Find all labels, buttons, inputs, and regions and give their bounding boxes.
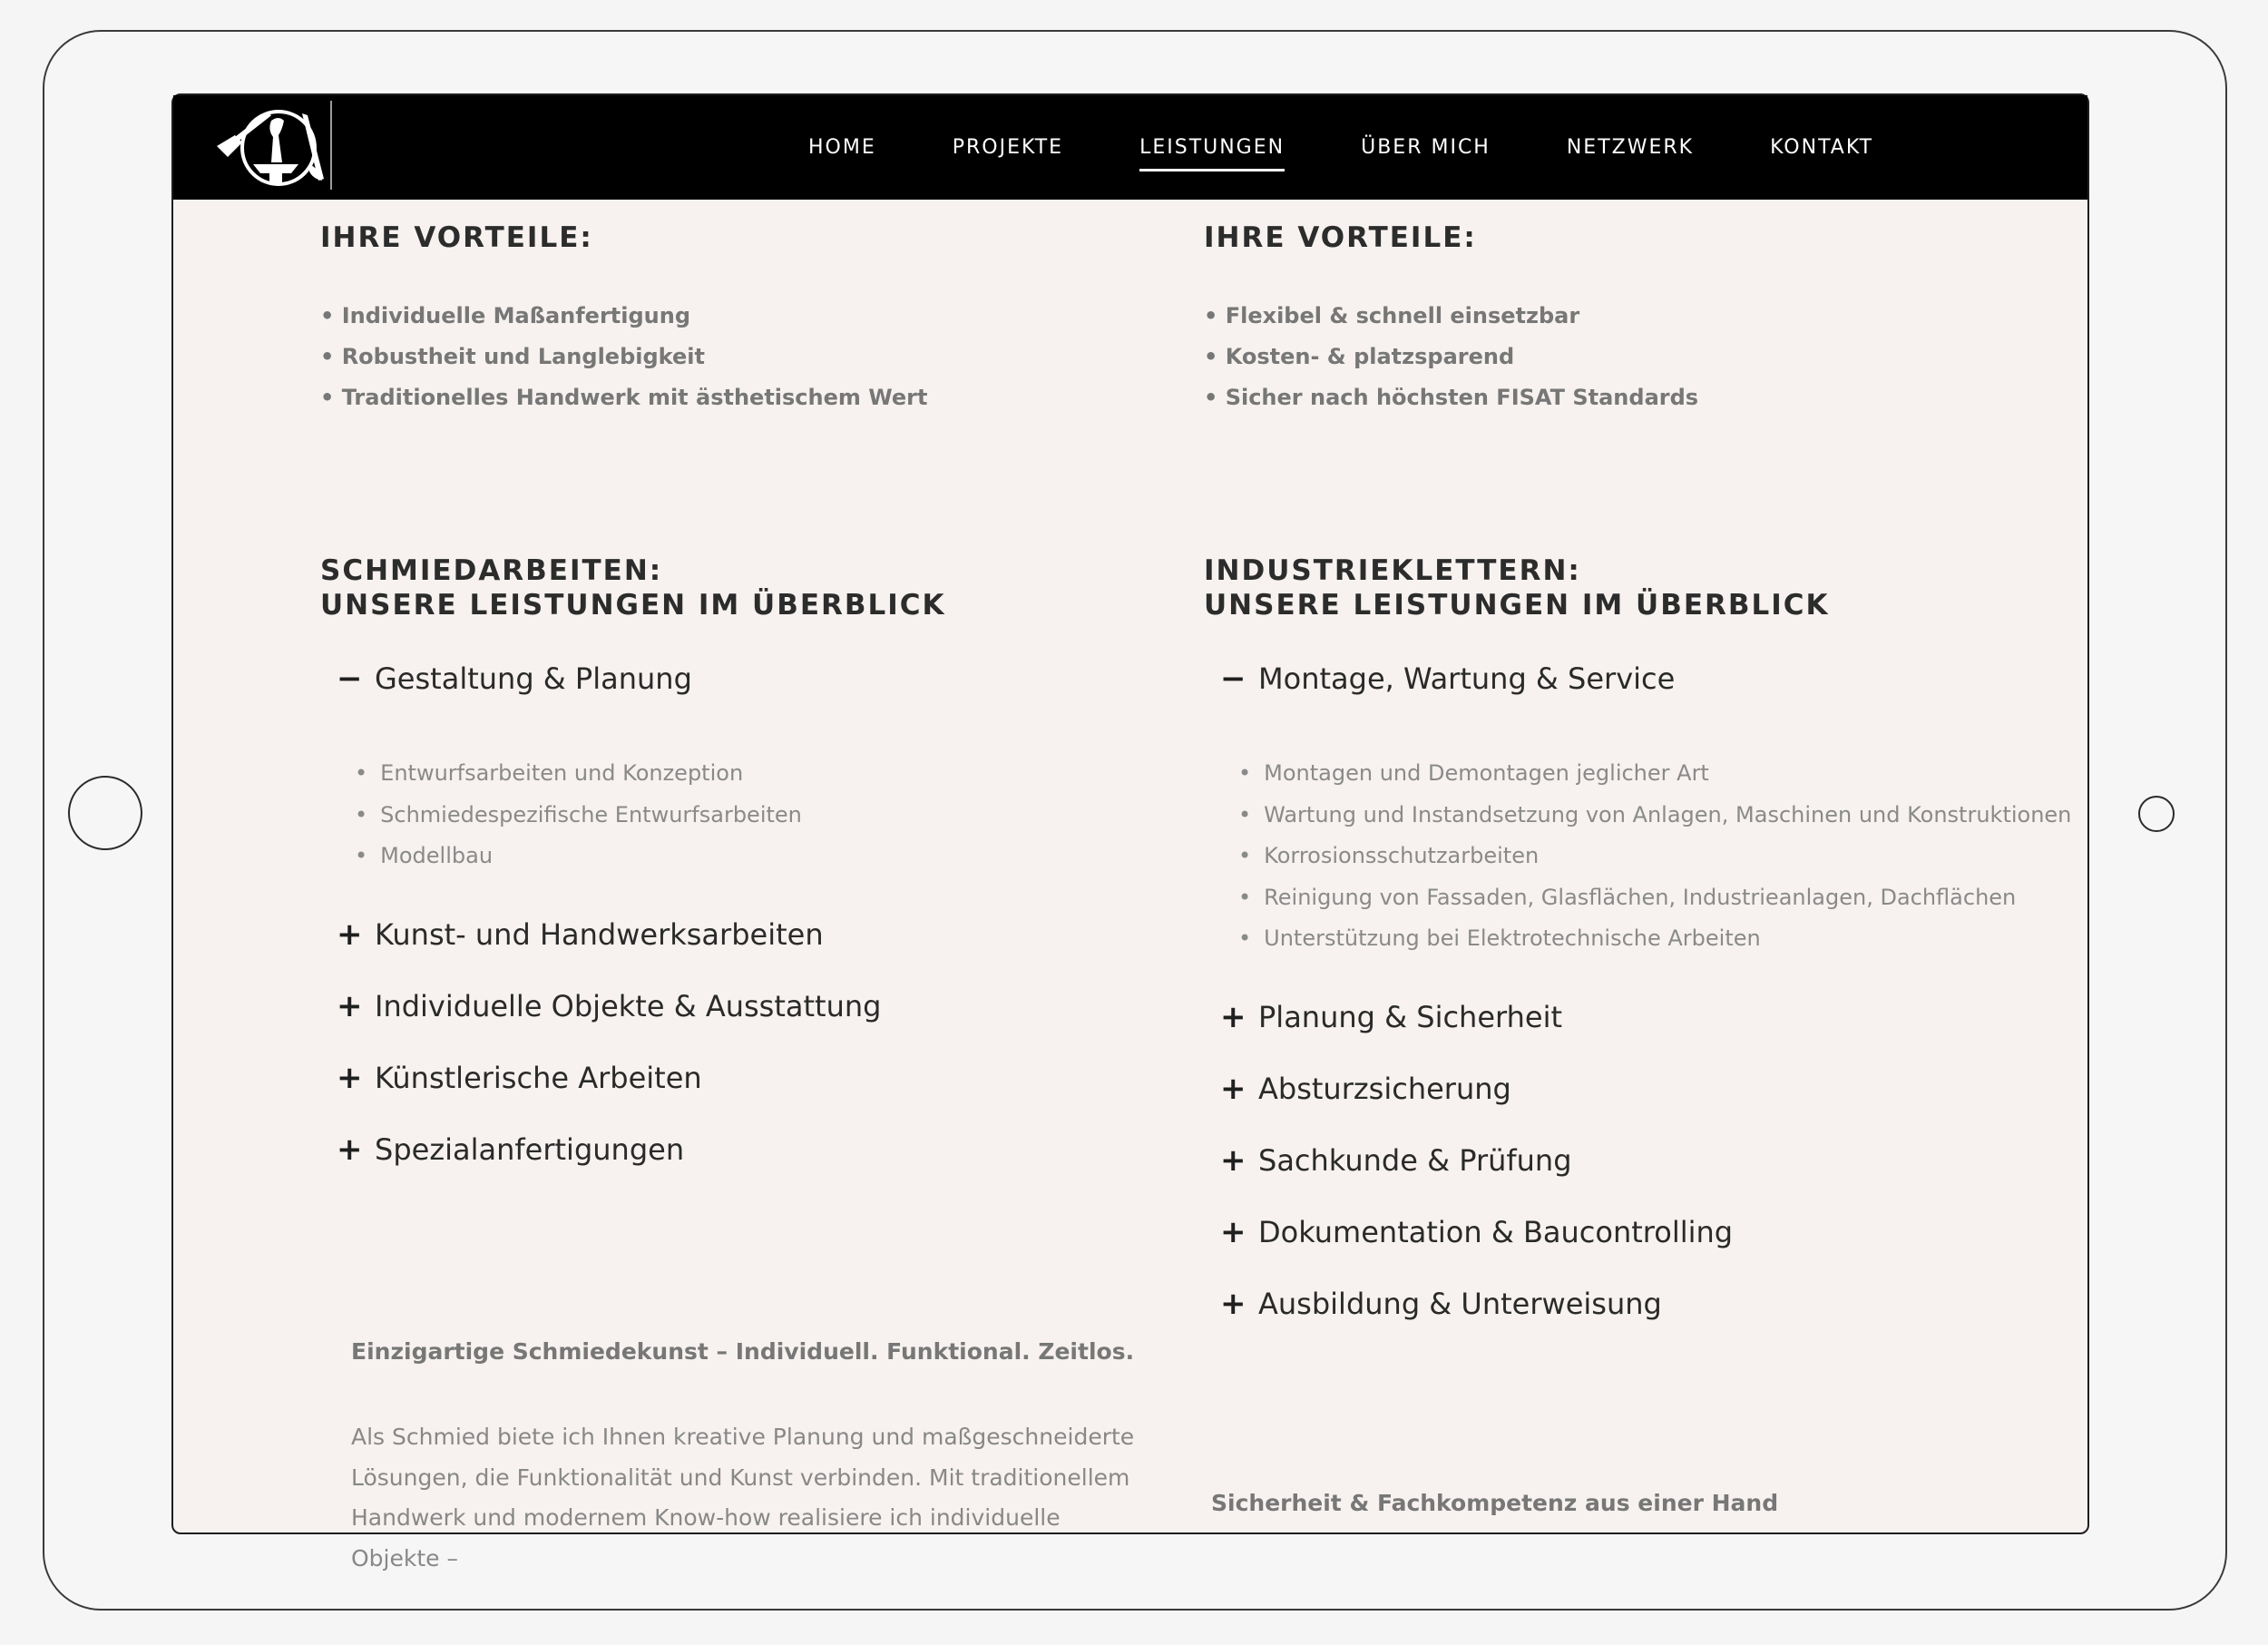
accordion-spezialanfertigungen[interactable]: [337, 1132, 684, 1167]
blacksmith-logo-icon[interactable]: [215, 101, 333, 193]
nav-ueber-mich[interactable]: ÜBER MICH: [1361, 136, 1491, 159]
accordion-kuenstlerische-arbeiten[interactable]: [337, 1061, 702, 1095]
accordion-individuelle-objekte[interactable]: [337, 989, 881, 1023]
vorteil-item: • Individuelle Maßanfertigung: [320, 303, 691, 328]
vorteile-heading: IHRE VORTEILE:: [1204, 221, 1477, 254]
plus-icon: +: [337, 1060, 363, 1096]
list-item: • Wartung und Instandsetzung von Anlagen, Maschinen und Konstruktionen: [1238, 795, 2071, 837]
plus-icon: +: [337, 916, 363, 953]
plus-icon: +: [1220, 1286, 1246, 1322]
nav-kontakt[interactable]: KONTAKT: [1770, 136, 1874, 159]
schmiedekunst-title: Einzigartige Schmiedekunst – Individuell. Funktional. Zeitlos.: [351, 1338, 1135, 1365]
section-heading: [320, 553, 946, 622]
accordion-title: Gestaltung & Planung: [375, 661, 692, 696]
logo-divider: [330, 101, 332, 190]
accordion-sachkunde-pruefung[interactable]: [1220, 1143, 1572, 1178]
accordion-kunst-handwerksarbeiten[interactable]: [337, 917, 824, 952]
accordion-gestaltung-planung[interactable]: [337, 661, 692, 696]
plus-icon: +: [1220, 999, 1246, 1035]
accordion-ausbildung-unterweisung[interactable]: [1220, 1287, 1662, 1321]
list-item: • Schmiedespezifische Entwurfsarbeiten: [355, 795, 802, 837]
nav-netzwerk[interactable]: NETZWERK: [1566, 136, 1695, 159]
minus-icon: −: [1220, 661, 1246, 697]
accordion-title: Absturzsicherung: [1258, 1072, 1511, 1106]
list-item: • Montagen und Demontagen jeglicher Art: [1238, 753, 2071, 795]
accordion-title: Ausbildung & Unterweisung: [1258, 1287, 1662, 1321]
section-heading-line1: SCHMIEDARBEITEN:: [320, 554, 663, 587]
browser-viewport: [171, 93, 2089, 1572]
plus-icon: +: [1220, 1142, 1246, 1179]
accordion-title: Spezialanfertigungen: [375, 1132, 685, 1167]
list-item: • Entwurfsarbeiten und Konzeption: [355, 753, 802, 795]
vorteile-heading: IHRE VORTEILE:: [320, 221, 593, 254]
accordion-title: Künstlerische Arbeiten: [375, 1061, 702, 1095]
accordion-title: Individuelle Objekte & Ausstattung: [375, 989, 882, 1023]
main-navigation: [808, 95, 1950, 200]
text-line: Lösungen, die Funktionalität und Kunst verbinden. Mit traditionellem: [351, 1464, 1130, 1491]
accordion-title: Sachkunde & Prüfung: [1258, 1143, 1572, 1178]
section-heading-line2: UNSERE LEISTUNGEN IM ÜBERBLICK: [320, 589, 946, 622]
vorteil-item: • Kosten- & platzsparend: [1204, 344, 1515, 369]
accordion-montage-wartung-service[interactable]: [1220, 661, 1675, 696]
vorteil-item: • Traditionelles Handwerk mit ästhetischem Wert: [320, 385, 928, 410]
nav-projekte[interactable]: PROJEKTE: [952, 136, 1064, 159]
accordion-content: [1238, 753, 2071, 960]
list-item: • Modellbau: [355, 836, 802, 877]
list-item: • Korrosionsschutzarbeiten: [1238, 836, 2071, 877]
section-heading-line1: INDUSTRIEKLETTERN:: [1204, 554, 1581, 587]
accordion-title: Dokumentation & Baucontrolling: [1258, 1215, 1734, 1249]
section-heading: [1204, 553, 1830, 622]
plus-icon: +: [337, 1131, 363, 1168]
text-line: Als Schmied biete ich Ihnen kreative Planung und maßgeschneiderte: [351, 1424, 1135, 1450]
text-line: Handwerk und modernem Know-how realisiere ich individuelle Objekte –: [351, 1504, 1061, 1572]
vorteil-item: • Flexibel & schnell einsetzbar: [1204, 303, 1580, 328]
plus-icon: +: [1220, 1071, 1246, 1107]
nav-home[interactable]: HOME: [808, 136, 876, 159]
section-heading-line2: UNSERE LEISTUNGEN IM ÜBERBLICK: [1204, 589, 1830, 622]
plus-icon: +: [337, 988, 363, 1024]
vorteile-list: [1204, 296, 1698, 418]
top-navbar: [173, 95, 2087, 200]
plus-icon: +: [1220, 1214, 1246, 1250]
vorteil-item: • Sicher nach höchsten FISAT Standards: [1204, 385, 1699, 410]
accordion-title: Planung & Sicherheit: [1258, 1000, 1563, 1034]
vorteil-item: • Robustheit und Langlebigkeit: [320, 344, 705, 369]
nav-leistungen[interactable]: LEISTUNGEN: [1139, 131, 1285, 164]
list-item: • Reinigung von Fassaden, Glasflächen, Industrieanlagen, Dachflächen: [1238, 877, 2071, 919]
accordion-dokumentation-baucontrolling[interactable]: [1220, 1215, 1733, 1249]
list-item: • Unterstützung bei Elektrotechnische Arbeiten: [1238, 918, 2071, 960]
camera-icon: [2138, 796, 2175, 832]
accordion-absturzsicherung[interactable]: [1220, 1072, 1511, 1106]
accordion-title: Montage, Wartung & Service: [1258, 661, 1676, 696]
minus-icon: −: [337, 661, 363, 697]
accordion-content: [355, 753, 802, 877]
home-button[interactable]: [68, 776, 142, 850]
accordion-planung-sicherheit[interactable]: [1220, 1000, 1562, 1034]
schmiedekunst-text: [351, 1417, 1149, 1579]
vorteile-list: [320, 296, 927, 418]
accordion-title: Kunst- und Handwerksarbeiten: [375, 917, 824, 952]
fachkompetenz-title: Sicherheit & Fachkompetenz aus einer Hand: [1211, 1490, 1779, 1516]
